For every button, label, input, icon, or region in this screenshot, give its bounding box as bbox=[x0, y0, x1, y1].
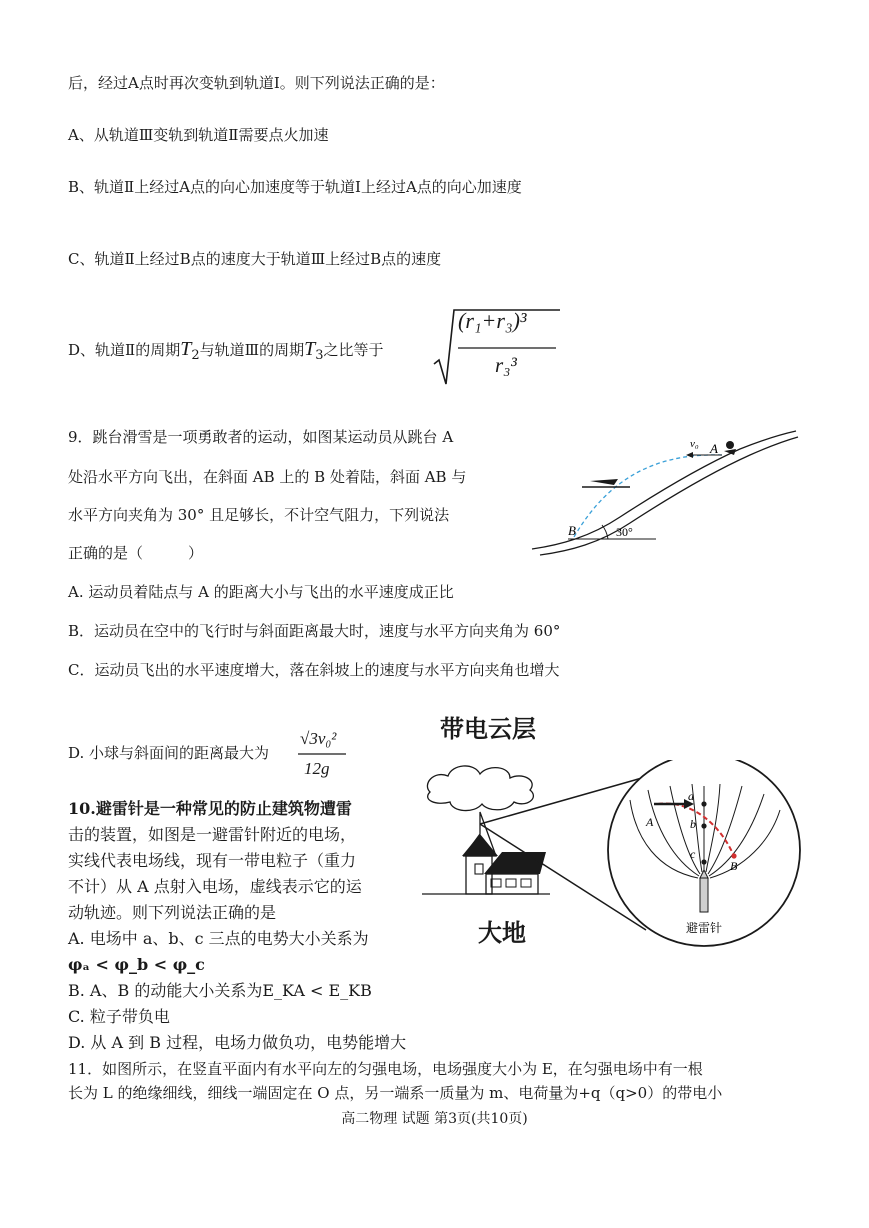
q9-option-d-denominator: 12g bbox=[304, 759, 330, 778]
q9-stem-line2: 处沿水平方向飞出，在斜面 AB 上的 B 处着陆，斜面 AB 与 bbox=[68, 468, 467, 486]
q10-lightning-rod-figure bbox=[418, 760, 823, 956]
q9-option-a: A. 运动员着陆点与 A 的距离大小与飞出的水平速度成正比 bbox=[68, 583, 454, 601]
q10-option-c: C. 粒子带负电 bbox=[68, 1007, 170, 1026]
q9-label-b: B bbox=[568, 523, 576, 538]
q8-option-d-t2: T bbox=[180, 338, 192, 360]
q10-point-b-lower: b bbox=[690, 817, 696, 831]
q8-option-d-suffix: 之比等于 bbox=[323, 341, 384, 359]
q9-stem-line3: 水平方向夹角为 30° 且足够长，不计空气阻力，下列说法 bbox=[68, 506, 450, 524]
page-footer: 高二物理 试题 第3页(共10页) bbox=[341, 1111, 528, 1127]
q9-option-b: B．运动员在空中的飞行时与斜面距离最大时，速度与水平方向夹角为 60° bbox=[68, 622, 561, 640]
q11-stem-line1: 11．如图所示，在竖直平面内有水平向左的匀强电场，电场强度大小为 E，在匀强电场中有一根 bbox=[68, 1060, 703, 1078]
q10-option-a-line2: φₐ < φ_b < φ_c bbox=[68, 955, 205, 974]
q9-stem-line4: 正确的是（ ） bbox=[68, 544, 204, 562]
q8-option-a: A、从轨道Ⅲ变轨到轨道Ⅱ需要点火加速 bbox=[68, 126, 329, 144]
q10-ground-label: 大地 bbox=[478, 919, 526, 947]
q10-stem-line2: 击的装置，如图是一避雷针附近的电场， bbox=[68, 825, 357, 844]
q9-option-d-fraction-bar bbox=[298, 752, 348, 756]
q9-label-a: A bbox=[710, 441, 718, 456]
q8-option-d-t3-sub: 3 bbox=[315, 348, 324, 363]
q10-option-d: D. 从 A 到 B 过程，电场力做负功，电势能增大 bbox=[68, 1033, 407, 1052]
q8-option-d-t3: T bbox=[304, 338, 316, 360]
q11-stem-line2: 长为 L 的绝缘细线，细线一端固定在 O 点，另一端系一质量为 m、电荷量为+q（q>0）的带电小 bbox=[68, 1084, 723, 1102]
q8-option-c: C、轨道Ⅱ上经过B点的速度大于轨道Ⅲ上经过B点的速度 bbox=[68, 250, 442, 268]
q8-formula-numerator: (r₁+r₃)³ bbox=[458, 308, 527, 333]
q10-point-c-lower: c bbox=[690, 847, 696, 861]
q10-stem-line5: 动轨迹。则下列说法正确的是 bbox=[68, 903, 277, 922]
q9-option-d-numerator: √3v₀² bbox=[300, 729, 337, 748]
q10-point-a-upper: A bbox=[646, 815, 654, 829]
q9-option-d-prefix: D. 小球与斜面间的距离最大为 bbox=[68, 744, 270, 762]
q8-option-d bbox=[68, 338, 384, 367]
q8-option-d-prefix: D、轨道Ⅱ的周期 bbox=[68, 341, 181, 359]
q10-option-b: B. A、B 的动能大小关系为E_KA < E_KB bbox=[68, 981, 372, 1000]
q9-stem-line1: 9．跳台滑雪是一项勇敢者的运动，如图某运动员从跳台 A bbox=[68, 428, 454, 446]
q10-stem-line1: 10.避雷针是一种常见的防止建筑物遭雷 bbox=[68, 799, 352, 818]
q9-option-c: C．运动员飞出的水平速度增大，落在斜坡上的速度与水平方向夹角也增大 bbox=[68, 661, 560, 679]
q10-stem-line3: 实线代表电场线，现有一带电粒子（重力 bbox=[68, 851, 357, 870]
q10-point-b-upper: B bbox=[730, 859, 738, 873]
q8-option-d-mid: 与轨道Ⅲ的周期 bbox=[199, 341, 305, 359]
q8-stem-tail: 后，经过A点时再次变轨到轨道Ⅰ。则下列说法正确的是： bbox=[68, 74, 445, 92]
q10-rod-label: 避雷针 bbox=[686, 921, 723, 935]
q8-formula-denominator: r₃³ bbox=[495, 353, 517, 377]
q10-stem-line4: 不计）从 A 点射入电场，虚线表示它的运 bbox=[68, 877, 362, 896]
q9-label-angle: 30° bbox=[616, 525, 633, 539]
q10-option-a-line1: A. 电场中 a、b、c 三点的电势大小关系为 bbox=[68, 929, 369, 948]
q10-point-a-lower: a bbox=[688, 789, 694, 803]
q8-option-d-t2-sub: 2 bbox=[191, 348, 200, 363]
q8-option-b: B、轨道Ⅱ上经过A点的向心加速度等于轨道Ⅰ上经过A点的向心加速度 bbox=[68, 178, 522, 196]
q10-cloud-label: 带电云层 bbox=[440, 715, 536, 743]
q9-ski-jump-figure bbox=[530, 425, 800, 560]
q9-label-v0: v₀ bbox=[690, 438, 699, 450]
